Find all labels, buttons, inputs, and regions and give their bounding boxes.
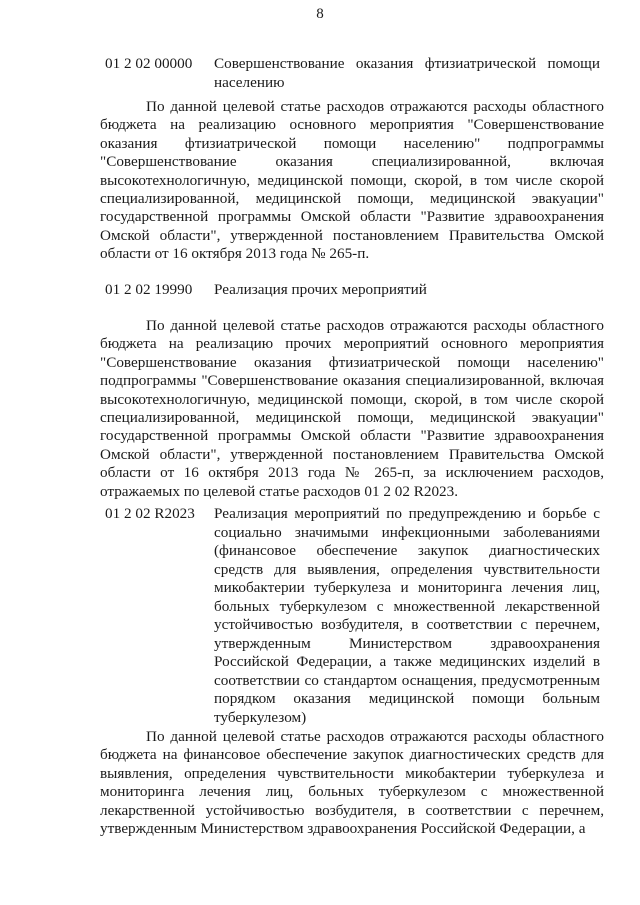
budget-entry-01-2-02-R2023 (105, 505, 600, 727)
page-number: 8 (316, 6, 324, 22)
entry-code: 01 2 02 R2023 (105, 505, 195, 522)
description-paragraph: По данной целевой статье расходов отражаются расходы областного бюджета на реализацию прочих мероприятий основного мероприятия "Совершенствование оказания фтизиатрической помощи населению" подпрограммы "Совершенствование оказания специализированной, включая высокотехнологичную, медицинской помощи, скорой, в том числе скорой специализированной, медицинской помощи, медицинской эвакуации" государственной программы Омской области "Развитие здравоохранения Омской области", утвержденной постановлением Правительства Омской области от 16 октября 2013 года № 265-п, за исключением расходов, отражаемых по целевой статье расходов 01 2 02 R2023. (100, 317, 604, 500)
entry-title: Реализация прочих мероприятий (214, 281, 427, 298)
entry-title: Совершенствование оказания фтизиатрической помощи населению (214, 55, 600, 91)
entry-title: Реализация мероприятий по предупреждению и борьбе с социально значимыми инфекционными заболеваниями (финансовое обеспечение закупок диагностических средств для выявления, определения чувствительности микобактерии туберкулеза и мониторинга лечения лиц, больных туберкулезом с множественной лекарственной устойчивостью возбудителя, в соответствии с перечнем, утвержденным Министерством здравоохранения Российской Федерации, а также медицинских изделий в соответствии со стандартом оснащения, предусмотренным порядком оказания медицинской помощи больным туберкулезом) (214, 505, 600, 726)
description-paragraph: По данной целевой статье расходов отражаются расходы областного бюджета на финансовое обеспечение закупок диагностических средств для выявления, определения чувствительности микобактерии туберкулеза и мониторинга лечения лиц, больных туберкулезом с множественной лекарственной устойчивостью возбудителя, в соответствии с перечнем, утвержденным Министерством здравоохранения Российской Федерации, а (100, 728, 604, 838)
entry-code: 01 2 02 00000 (105, 55, 193, 72)
budget-entry-01-2-02-19990 (105, 281, 600, 300)
budget-entry-01-2-02-00000 (105, 55, 600, 92)
description-paragraph: По данной целевой статье расходов отражаются расходы областного бюджета на реализацию основного мероприятия "Совершенствование оказания фтизиатрической помощи населению" подпрограммы "Совершенствование оказания специализированной, включая высокотехнологичную, медицинской помощи, скорой, в том числе скорой специализированной, медицинской помощи, медицинской эвакуации" государственной программы Омской области "Развитие здравоохранения Омской области", утвержденной постановлением Правительства Омской области от 16 октября 2013 года № 265-п. (100, 98, 604, 263)
entry-code: 01 2 02 19990 (105, 281, 193, 298)
